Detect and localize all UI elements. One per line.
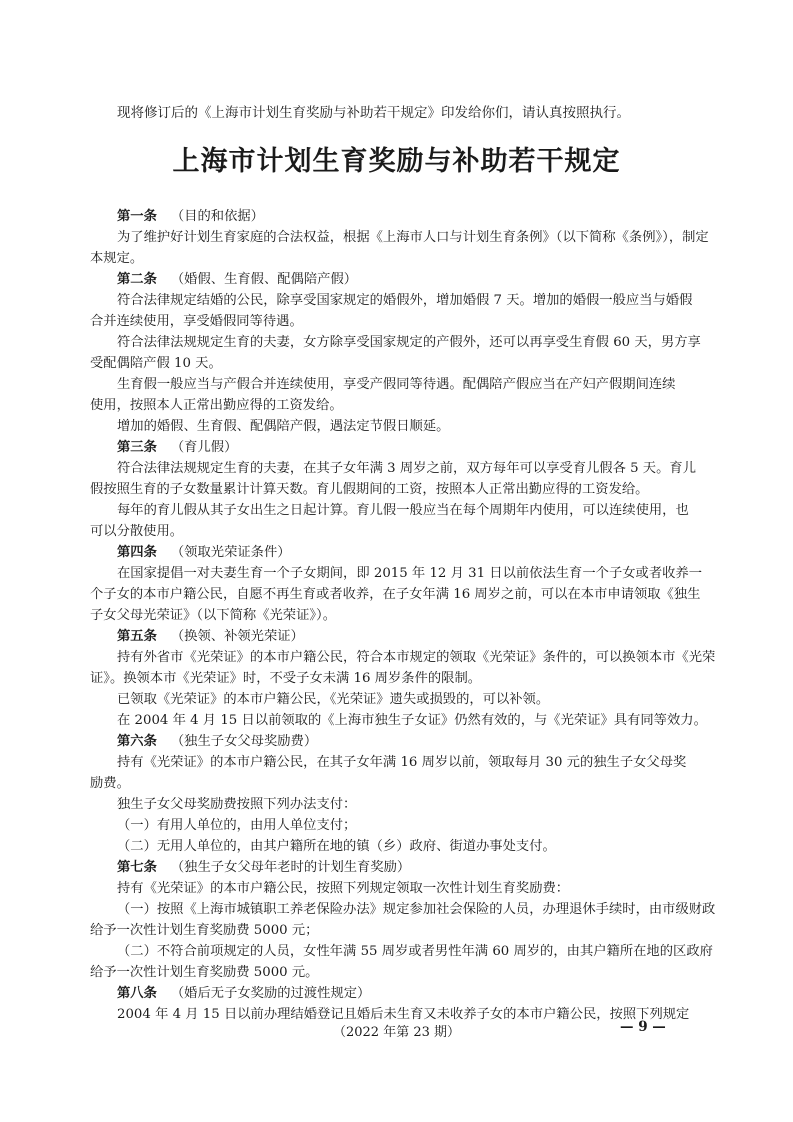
- line-text: （二）不符合前项规定的人员，女性年满 55 周岁或者男性年满 60 周岁的，由其户籍所在地的区政府: [117, 944, 713, 959]
- body-line: [90, 500, 706, 521]
- body-line: [90, 647, 716, 668]
- body-line: [90, 479, 706, 500]
- body-line: [90, 836, 706, 857]
- line-text: 证》。换领本市《光荣证》时，不受子女未满 16 周岁条件的限制。: [90, 671, 482, 686]
- article-heading: [90, 626, 706, 647]
- article-heading: [90, 206, 706, 227]
- document-title: 上海市计划生育奖励与补助若干规定: [172, 146, 621, 177]
- body-line: [90, 605, 706, 626]
- line-text: 持有《光荣证》的本市户籍公民，按照下列规定领取一次性计划生育奖励费：: [117, 881, 570, 896]
- line-text: 符合法律规定结婚的公民，除享受国家规定的婚假外，增加婚假 7 天。增加的婚假一般应当与婚假: [117, 293, 693, 308]
- line-text: 给予一次性计划生育奖励费 5000 元。: [90, 965, 319, 980]
- body-line: [90, 899, 716, 920]
- body-line: [90, 920, 706, 941]
- body-line: [90, 878, 706, 899]
- body-line: [90, 374, 706, 395]
- line-text: 本规定。: [90, 251, 144, 266]
- body-line: [90, 248, 706, 269]
- body-line: [90, 311, 706, 332]
- line-text: 受配偶陪产假 10 天。: [90, 356, 222, 371]
- body-line: [90, 458, 706, 479]
- body-line: [90, 962, 706, 983]
- body-line: [90, 416, 706, 437]
- body-line: [90, 353, 706, 374]
- body-line: [90, 563, 706, 584]
- article-subject: （婚假、生育假、配偶陪产假）: [170, 272, 358, 287]
- article-subject: （换领、补领光荣证）: [170, 629, 304, 644]
- article-number: 第八条: [117, 986, 157, 1001]
- line-text: 2004 年 4 月 15 日以前办理结婚登记且婚后未生育又未收养子女的本市户籍公民，按照下列规定: [117, 1007, 690, 1022]
- line-text: 在 2004 年 4 月 15 日以前领取的《上海市独生子女证》仍然有效的，与《光荣证》具有同等效力。: [117, 713, 707, 728]
- article-heading: [90, 731, 706, 752]
- article-subject: （独生子女父母奖励费）: [170, 734, 318, 749]
- intro-paragraph: 现将修订后的《上海市计划生育奖励与补助若干规定》印发给你们，请认真按照执行。: [117, 105, 630, 121]
- line-text: 子女父母光荣证》（以下简称《光荣证》）。: [90, 608, 336, 623]
- line-text: （一）有用人单位的，由用人单位支付；: [117, 818, 357, 833]
- article-number: 第七条: [117, 860, 157, 875]
- line-text: 符合法律法规规定生育的夫妻，女方除享受国家规定的产假外，还可以再享受生育假 60 天，男方享: [117, 335, 701, 350]
- line-text: 生育假一般应当与产假合并连续使用，享受产假同等待遇。配偶陪产假应当在产妇产假期间连续: [117, 377, 676, 392]
- line-text: 可以分散使用。: [90, 524, 184, 539]
- line-text: 符合法律法规规定生育的夫妻，在其子女年满 3 周岁之前，双方每年可以享受育儿假各 5 天。育儿: [117, 461, 696, 476]
- page-number: — 9 —: [620, 1019, 666, 1035]
- line-text: 已领取《光荣证》的本市户籍公民，《光荣证》遗失或损毁的，可以补领。: [117, 692, 550, 707]
- article-heading: [90, 542, 706, 563]
- body-line: [90, 668, 706, 689]
- line-text: 每年的育儿假从其子女出生之日起计算。育儿假一般应当在每个周期年内使用，可以连续使用，也: [117, 503, 689, 518]
- article-number: 第三条: [117, 440, 157, 455]
- article-number: 第六条: [117, 734, 157, 749]
- line-text: 增加的婚假、生育假、配偶陪产假，遇法定节假日顺延。: [117, 419, 450, 434]
- body-line: [90, 941, 713, 962]
- body-line: [90, 710, 706, 731]
- article-number: 第四条: [117, 545, 157, 560]
- line-text: 持有《光荣证》的本市户籍公民，在其子女年满 16 周岁以前，领取每月 30 元的独生子女父母奖: [117, 755, 687, 770]
- line-text: 励费。: [90, 776, 130, 791]
- body-line: [90, 290, 706, 311]
- article-subject: （领取光荣证条件）: [170, 545, 291, 560]
- line-text: 为了维护好计划生育家庭的合法权益，根据《上海市人口与计划生育条例》（以下简称《条例》），制定: [117, 230, 709, 245]
- document-body: [90, 206, 716, 1025]
- body-line: [90, 521, 706, 542]
- body-line: [90, 773, 706, 794]
- line-text: 独生子女父母奖励费按照下列办法支付：: [117, 797, 357, 812]
- line-text: 给予一次性计划生育奖励费 5000 元；: [90, 923, 319, 938]
- body-line: [90, 227, 709, 248]
- line-text: （二）无用人单位的，由其户籍所在地的镇（乡）政府、街道办事处支付。: [117, 839, 556, 854]
- article-heading: [90, 983, 706, 1004]
- line-text: 持有外省市《光荣证》的本市户籍公民，符合本市规定的领取《光荣证》条件的，可以换领本市《光荣: [117, 650, 716, 665]
- line-text: 个子女的本市户籍公民，自愿不再生育或者收养，在子女年满 16 周岁之前，可以在本市申请领取《独生: [90, 587, 701, 602]
- article-subject: （目的和依据）: [170, 209, 264, 224]
- article-subject: （独生子女父母年老时的计划生育奖励）: [170, 860, 411, 875]
- line-text: 合并连续使用，享受婚假同等待遇。: [90, 314, 303, 329]
- body-line: [90, 332, 706, 353]
- body-line: [90, 689, 706, 710]
- body-line: [90, 395, 706, 416]
- issue-label: （2022 年第 23 期）: [332, 1025, 461, 1040]
- article-number: 第二条: [117, 272, 157, 287]
- article-heading: [90, 437, 706, 458]
- article-heading: [90, 269, 706, 290]
- article-subject: （婚后无子女奖励的过渡性规定）: [170, 986, 371, 1001]
- article-number: 第五条: [117, 629, 157, 644]
- article-heading: [90, 857, 706, 878]
- article-subject: （育儿假）: [170, 440, 238, 455]
- body-line: [90, 794, 706, 815]
- body-line: [90, 584, 706, 605]
- line-text: 假按照生育的子女数量累计计算天数。育儿假期间的工资，按照本人正常出勤应得的工资发给。: [90, 482, 649, 497]
- line-text: （一）按照《上海市城镇职工养老保险办法》规定参加社会保险的人员，办理退休手续时，由市级财政: [117, 902, 716, 917]
- line-text: 在国家提倡一对夫妻生育一个子女期间，即 2015 年 12 月 31 日以前依法生育一个子女或者收养一: [117, 566, 703, 581]
- line-text: 使用，按照本人正常出勤应得的工资发给。: [90, 398, 343, 413]
- body-line: [90, 752, 706, 773]
- article-number: 第一条: [117, 209, 157, 224]
- body-line: [90, 815, 706, 836]
